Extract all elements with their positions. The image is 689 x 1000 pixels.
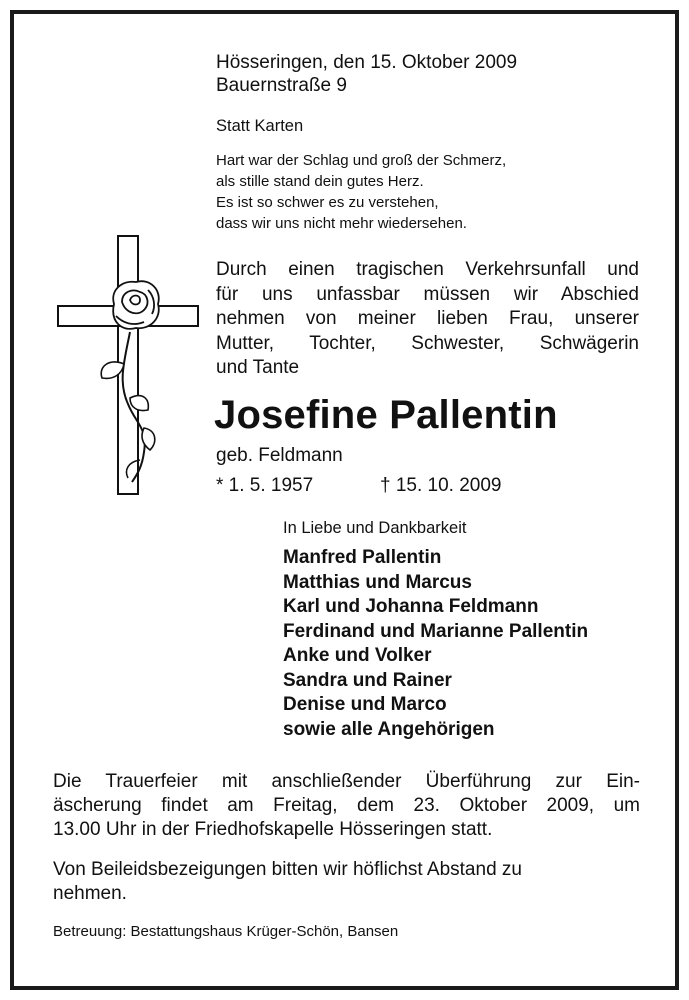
maiden-name: geb. Feldmann [216, 445, 343, 466]
funeral-line: äscherung findet am Freitag, dem 23. Oktober 2009, um [53, 795, 640, 816]
statt-karten: Statt Karten [216, 117, 304, 135]
birth-date: * 1. 5. 1957 [216, 475, 314, 496]
funeral-info [53, 770, 640, 842]
funeral-line: 13.00 Uhr in der Friedhofskapelle Hösseringen statt. [53, 819, 493, 840]
address: Bauernstraße 9 [216, 75, 347, 96]
intro-line: für uns unfassbar müssen wir Abschied [216, 283, 639, 305]
mourners-intro: In Liebe und Dankbarkeit [283, 519, 467, 537]
condolence-note [53, 858, 640, 906]
mourner-name: Manfred Pallentin [283, 547, 442, 568]
intro-line: nehmen von meiner lieben Frau, unserer [216, 308, 639, 329]
cross-with-rose-icon [52, 232, 202, 497]
poem [216, 150, 636, 234]
intro-line: und Tante [216, 357, 300, 378]
mourner-name: Karl und Johanna Feldmann [283, 596, 539, 617]
mourner-name: Matthias und Marcus [283, 571, 472, 593]
deceased-name: Josefine Pallentin [214, 393, 558, 437]
mourner-name: Sandra und Rainer [283, 669, 452, 691]
intro-paragraph [216, 258, 639, 381]
mourner-name: Ferdinand und Marianne Pallentin [283, 620, 589, 642]
intro-line: Mutter, Tochter, Schwester, Schwägerin [216, 332, 639, 354]
place-date: Hösseringen, den 15. Oktober 2009 [216, 52, 518, 73]
poem-line: als stille stand dein gutes Herz. [216, 173, 424, 190]
poem-line: Hart war der Schlag und groß der Schmerz, [216, 152, 507, 169]
intro-line: Durch einen tragischen Verkehrsunfall und [216, 259, 639, 280]
funeral-line: Die Trauerfeier mit anschließender Überführung zur Ein- [53, 771, 640, 792]
footer-undertaker: Betreuung: Bestattungshaus Krüger-Schön, Bansen [53, 923, 399, 940]
mourners-list [283, 546, 588, 742]
mourner-name: Anke und Volker [283, 645, 432, 666]
poem-line: dass wir uns nicht mehr wiedersehen. [216, 215, 467, 232]
condolence-line: Von Beileidsbezeigungen bitten wir höflichst Abstand zu [53, 859, 522, 880]
header [216, 51, 646, 97]
death-date: † 15. 10. 2009 [380, 475, 502, 496]
mourner-name: Denise und Marco [283, 694, 447, 715]
condolence-line: nehmen. [53, 883, 127, 904]
poem-line: Es ist so schwer es zu verstehen, [216, 194, 439, 211]
mourner-name: sowie alle Angehörigen [283, 718, 495, 740]
